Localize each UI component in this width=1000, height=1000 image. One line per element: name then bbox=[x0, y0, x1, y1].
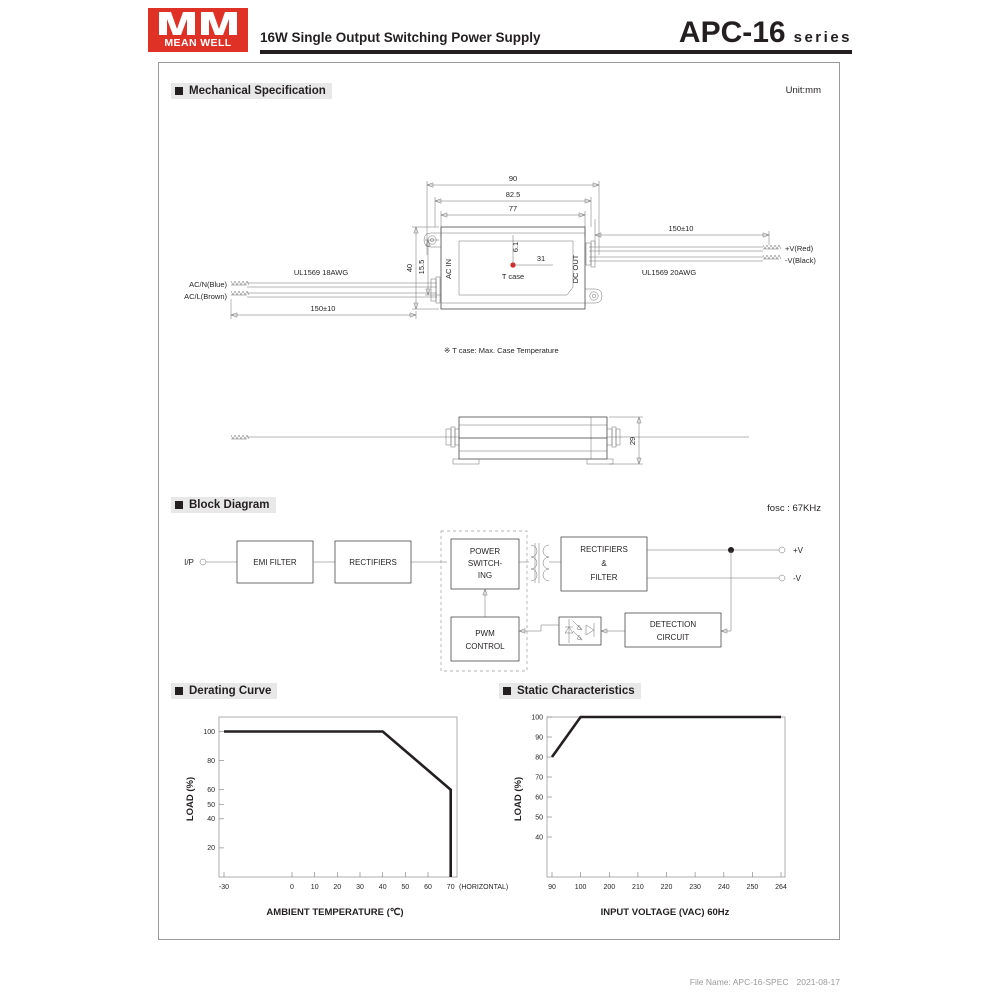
label-tcase: T case bbox=[501, 272, 525, 281]
square-bullet-icon bbox=[503, 687, 511, 695]
derate-xtick-60: 60 bbox=[424, 884, 432, 891]
derate-ytick-20: 20 bbox=[207, 845, 215, 852]
derating-curve-chart bbox=[167, 703, 509, 933]
derate-xtick-40: 40 bbox=[378, 884, 387, 891]
static-ytick-40: 40 bbox=[535, 834, 543, 842]
block-detection-l1: DETECTION bbox=[649, 620, 697, 629]
fosc-note: fosc : 67KHz bbox=[767, 503, 821, 514]
dim-mount-span: 82.5 bbox=[505, 190, 521, 199]
static-xlabel: INPUT VOLTAGE (VAC) 60Hz bbox=[600, 907, 730, 918]
block-power-switching-l1: POWER bbox=[469, 547, 501, 556]
label-output-wire: UL1569 20AWG bbox=[641, 268, 697, 277]
static-ytick-100: 100 bbox=[531, 714, 543, 722]
square-bullet-icon bbox=[175, 501, 183, 509]
static-xtick-220: 220 bbox=[660, 884, 673, 891]
label-v-plus: +V(Red) bbox=[785, 244, 814, 253]
dim-side-height: 29 bbox=[628, 436, 637, 446]
section-title-block-diagram: Block Diagram bbox=[189, 499, 270, 511]
derate-ytick-40: 40 bbox=[207, 816, 215, 823]
derate-xtick-70: 70 bbox=[446, 884, 455, 891]
static-ytick-70: 70 bbox=[535, 774, 543, 782]
block-rect-filter-l1: RECTIFIERS bbox=[580, 545, 628, 554]
derate-ylabel: LOAD (%) bbox=[185, 776, 196, 822]
dim-output-length: 150±10 bbox=[668, 224, 694, 233]
dim-input-length: 150±10 bbox=[310, 304, 336, 313]
section-header-block-diagram bbox=[171, 497, 276, 513]
static-ylabel: LOAD (%) bbox=[513, 776, 524, 822]
label-ac-n: AC/N(Blue) bbox=[189, 280, 227, 289]
block-rect-filter-l2: & bbox=[601, 559, 607, 568]
static-xtick-264: 264 bbox=[775, 884, 787, 891]
static-xtick-250: 250 bbox=[746, 884, 759, 891]
footer-date: 2021-08-17 bbox=[796, 977, 840, 987]
static-xtick-200: 200 bbox=[603, 884, 616, 891]
derate-xtick-30: 30 bbox=[356, 884, 364, 891]
static-xtick-90: 90 bbox=[548, 884, 556, 891]
section-header-mechanical bbox=[171, 83, 332, 99]
block-pwm-l1: PWM bbox=[475, 629, 495, 638]
block-rectifiers: RECTIFIERS bbox=[349, 558, 397, 567]
static-ytick-60: 60 bbox=[535, 794, 543, 802]
static-characteristics-line bbox=[552, 717, 781, 757]
derate-ytick-100: 100 bbox=[203, 729, 215, 736]
section-title-derating-curve: Derating Curve bbox=[189, 685, 272, 697]
tcase-note: ※ T case: Max. Case Temperature bbox=[444, 346, 559, 355]
derate-xtick-20: 20 bbox=[333, 884, 342, 891]
footer-file-name: File Name: APC-16-SPEC bbox=[689, 977, 789, 987]
static-xtick-240: 240 bbox=[717, 884, 730, 891]
mw-logo-icon bbox=[155, 10, 241, 37]
derating-curve-line bbox=[224, 732, 451, 878]
dim-body-length: 77 bbox=[508, 204, 518, 213]
derate-xtick-50: 50 bbox=[401, 884, 410, 891]
label-input: I/P bbox=[184, 558, 194, 567]
content-frame bbox=[158, 62, 840, 940]
static-xtick-230: 230 bbox=[689, 884, 701, 891]
derate-xtick-0: 0 bbox=[290, 884, 294, 891]
section-header-static-characteristics bbox=[499, 683, 641, 699]
static-xtick-100: 100 bbox=[574, 884, 587, 891]
output-v-minus: -V bbox=[793, 574, 801, 583]
static-ytick-80: 80 bbox=[535, 754, 543, 762]
section-header-derating-curve bbox=[171, 683, 277, 699]
derate-ytick-80: 80 bbox=[207, 758, 215, 765]
unit-note: Unit:mm bbox=[785, 85, 821, 96]
block-emi-filter: EMI FILTER bbox=[253, 558, 297, 567]
dim-overall-width: 90 bbox=[508, 174, 518, 183]
static-xtick-210: 210 bbox=[632, 884, 644, 891]
series-label: series bbox=[793, 29, 852, 46]
section-title-mechanical: Mechanical Specification bbox=[189, 85, 326, 97]
static-ytick-50: 50 bbox=[535, 814, 543, 822]
page-header bbox=[148, 8, 852, 52]
derate-ytick-50: 50 bbox=[207, 802, 215, 809]
page-footer bbox=[0, 977, 840, 987]
label-dc-out: DC OUT bbox=[571, 254, 580, 284]
dim-tcase-y: 6.1 bbox=[511, 241, 520, 253]
label-ac-l: AC/L(Brown) bbox=[184, 292, 227, 301]
derate-xtick-10: 10 bbox=[310, 884, 319, 891]
label-ac-in: AC IN bbox=[444, 258, 453, 280]
product-description: 16W Single Output Switching Power Supply bbox=[260, 30, 541, 45]
static-characteristics-chart bbox=[495, 703, 831, 933]
dim-mount-offset: 15.5 bbox=[417, 259, 426, 275]
brand-name: MEAN WELL bbox=[148, 37, 248, 50]
header-divider bbox=[260, 50, 852, 54]
dim-body-height: 40 bbox=[405, 263, 414, 273]
meanwell-logo bbox=[148, 8, 248, 52]
derate-annotation: (HORIZONTAL) bbox=[459, 884, 509, 891]
derate-xlabel: AMBIENT TEMPERATURE (℃) bbox=[266, 907, 404, 918]
output-v-plus: +V bbox=[793, 546, 804, 555]
block-power-switching-l3: ING bbox=[477, 571, 493, 580]
derate-ytick-60: 60 bbox=[207, 787, 215, 794]
block-power-switching-l2: SWITCH- bbox=[467, 559, 503, 568]
model-title bbox=[679, 16, 852, 50]
section-title-static-characteristics: Static Characteristics bbox=[517, 685, 635, 697]
block-rect-filter-l3: FILTER bbox=[590, 573, 618, 582]
label-input-wire: UL1569 18AWG bbox=[293, 268, 349, 277]
block-diagram bbox=[169, 521, 829, 676]
static-ytick-90: 90 bbox=[535, 734, 543, 742]
mechanical-drawing bbox=[169, 107, 829, 487]
square-bullet-icon bbox=[175, 87, 183, 95]
model-number: APC-16 bbox=[678, 16, 786, 49]
block-detection-l2: CIRCUIT bbox=[656, 633, 690, 642]
label-v-minus: -V(Black) bbox=[785, 256, 816, 265]
dim-tcase-x: 31 bbox=[536, 254, 546, 263]
derate-xtick--30: -30 bbox=[218, 884, 230, 891]
block-pwm-l2: CONTROL bbox=[465, 642, 505, 651]
square-bullet-icon bbox=[175, 687, 183, 695]
